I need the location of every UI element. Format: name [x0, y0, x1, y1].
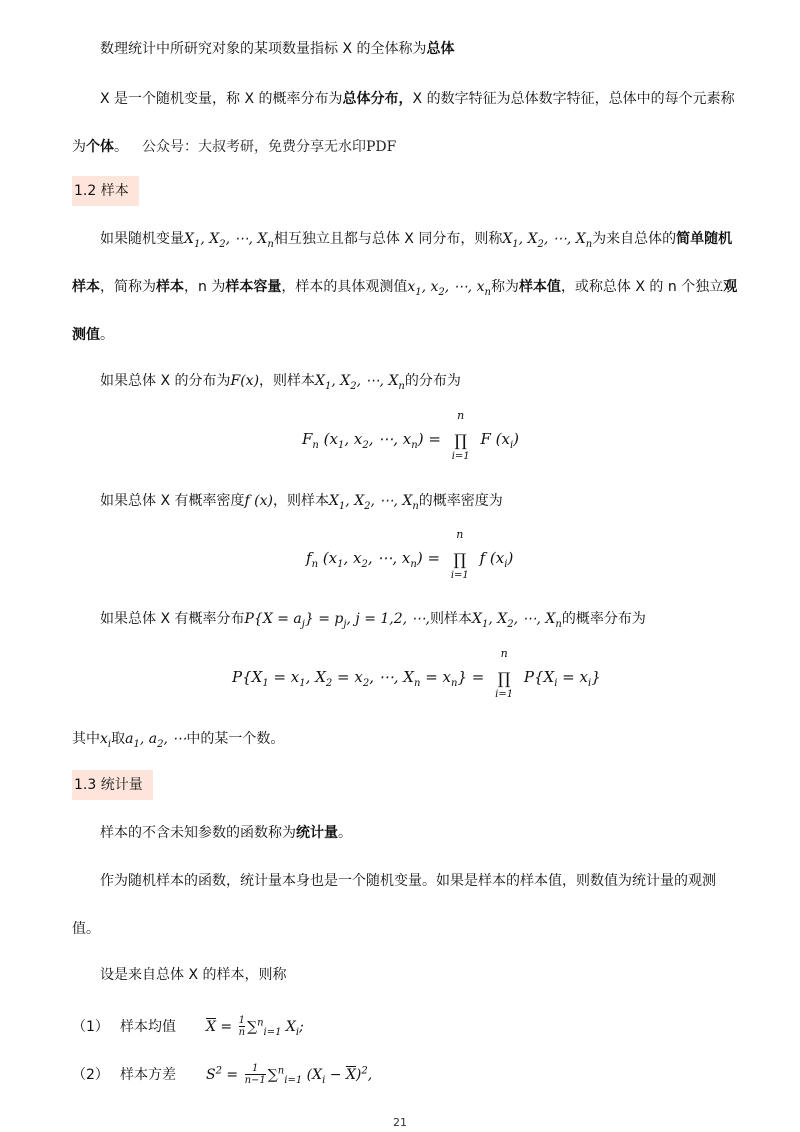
- formula-sample-variance: $S^2$ = $\frac{1}{n-1}$ ∑$^n_{i=1}$ $(X_i - \overline{X})^2$,: [206, 1063, 373, 1087]
- watermark-note: 公众号：大叔考研，免费分享无水印PDF: [142, 139, 397, 155]
- paragraph-statistic-random: 作为随机样本的函数，统计量本身也是一个随机变量。如果是样本的样本值，则数值为统计量的观测: [100, 873, 716, 889]
- item-sample-variance: （2） 样本方差 $S^2$ = $\frac{1}{n-1}$ ∑$^n_{i=1}$ $(X_i - \overline{X})^2$,: [72, 1063, 373, 1087]
- math-sample-vars: $X_1$, $X_2$, ⋯, $X_n$: [184, 231, 274, 250]
- formula-joint-probability: $P\{X_1 = x_1$, $X_2 = x_2$, ⋯, $X_n = x_n$} = n ∏ i=1 $P\{X_i = x_i\}$: [232, 646, 601, 700]
- math-sample-vars: $X_1$, $X_2$, ⋯, $X_n$: [502, 231, 593, 250]
- paragraph-statistic-intro: 设是来自总体 X 的样本，则称: [100, 967, 287, 983]
- paragraph-statistic-def: 样本的不含未知参数的函数称为统计量。: [100, 825, 352, 841]
- section-heading-statistic: 1.3 统计量: [72, 770, 153, 800]
- paragraph-distribution-function: 如果总体 X 的分布为F(x)，则样本$X_1$, $X_2$, ⋯, $X_n$的分布为: [100, 373, 461, 392]
- paragraph-simple-sample-3: 测值。: [72, 327, 114, 343]
- math-sample-values: $x_1$, $x_2$, ⋯, $x_n$: [407, 279, 491, 298]
- section-heading-sample: 1.2 样本: [72, 176, 139, 206]
- item-sample-mean: （1） 样本均值 $\overline{X}$ = $\frac{1}{n}$ ∑$^n_{i=1}$ $X_i$;: [72, 1015, 304, 1039]
- page-number: 21: [393, 1116, 407, 1129]
- formula-sample-mean: $\overline{X}$ = $\frac{1}{n}$ ∑$^n_{i=1}$ $X_i$;: [206, 1015, 304, 1039]
- paragraph-statistic-random-cont: 值。: [72, 921, 100, 937]
- paragraph-simple-sample-1: 如果随机变量$X_1$, $X_2$, ⋯, $X_n$相互独立且都与总体 X 同分布，则称$X_1$, $X_2$, ⋯, $X_n$为来自总体的简单随机: [100, 231, 733, 250]
- paragraph-distribution: X 是一个随机变量，称 X 的概率分布为总体分布，X 的数字特征为总体数字特征，总体中的每个元素称: [100, 91, 735, 107]
- paragraph-population: 数理统计中所研究对象的某项数量指标 X 的全体称为总体: [100, 41, 455, 57]
- formula-joint-density: $f_n$ ($x_1$, $x_2$, ⋯, $x_n$) = n ∏ i=1 f $(x_i)$: [306, 527, 514, 581]
- paragraph-individual: 为个体。 公众号：大叔考研，免费分享无水印PDF: [72, 139, 397, 155]
- formula-joint-distribution: $F_n$ ($x_1$, $x_2$, ⋯, $x_n$) = n ∏ i=1 F $(x_i)$: [302, 408, 520, 462]
- paragraph-simple-sample-2: 样本，简称为样本，n 为样本容量，样本的具体观测值$x_1$, $x_2$, ⋯, $x_n$称为样本值，或称总体 X 的 n 个独立观: [72, 279, 738, 298]
- paragraph-density-function: 如果总体 X 有概率密度f (x)，则样本$X_1$, $X_2$, ⋯, $X_n$的概率密度为: [100, 493, 503, 512]
- paragraph-discrete-distribution: 如果总体 X 有概率分布$P\{X = a_j\} = p_j$, j = 1,2, ⋯,则样本$X_1$, $X_2$, ⋯, $X_n$的概率分布为: [100, 611, 646, 630]
- paragraph-values-note: 其中$x_i$取$a_1$, $a_2$, ⋯中的某一个数。: [72, 731, 285, 750]
